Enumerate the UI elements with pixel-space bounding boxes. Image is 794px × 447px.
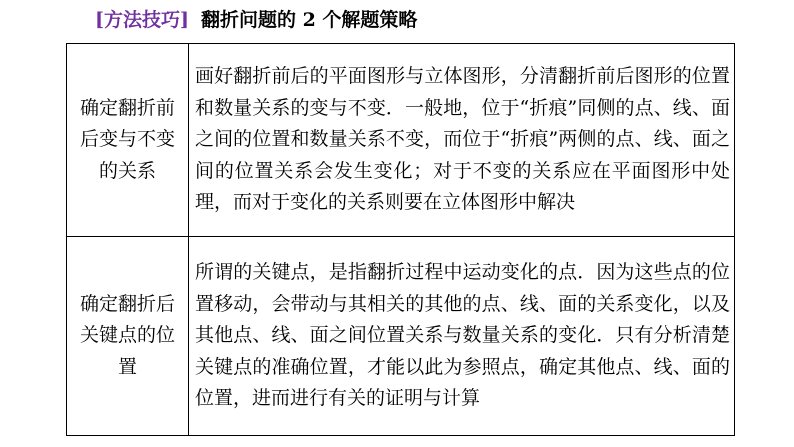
table-row: [67, 237, 735, 436]
row-label: 确定翻折后关键点的位置: [67, 237, 189, 436]
table-row: [67, 44, 735, 237]
strategy-table: [66, 43, 735, 436]
method-tag: [方法技巧]: [95, 8, 189, 31]
section-heading: [95, 3, 417, 33]
heading-title: 翻折问题的 2 个解题策略: [200, 8, 418, 31]
row-label: 确定翻折前后变与不变的关系: [67, 44, 189, 237]
row-content: 画好翻折前后的平面图形与立体图形，分清翻折前后图形的位置和数量关系的变与不变．一般地，位于“折痕”同侧的点、线、面之间的位置和数量关系不变，而位于“折痕”两侧的点、线、面之间的位置关系会发生变化；对于不变的关系应在平面图形中处理，而对于变化的关系则要在立体图形中解决: [189, 44, 735, 237]
row-content: 所谓的关键点，是指翻折过程中运动变化的点．因为这些点的位置移动，会带动与其相关的其他的点、线、面的关系变化，以及其他点、线、面之间位置关系与数量关系的变化．只有分析清楚关键点的准确位置，才能以此为参照点，确定其他点、线、面的位置，进而进行有关的证明与计算: [189, 237, 735, 436]
